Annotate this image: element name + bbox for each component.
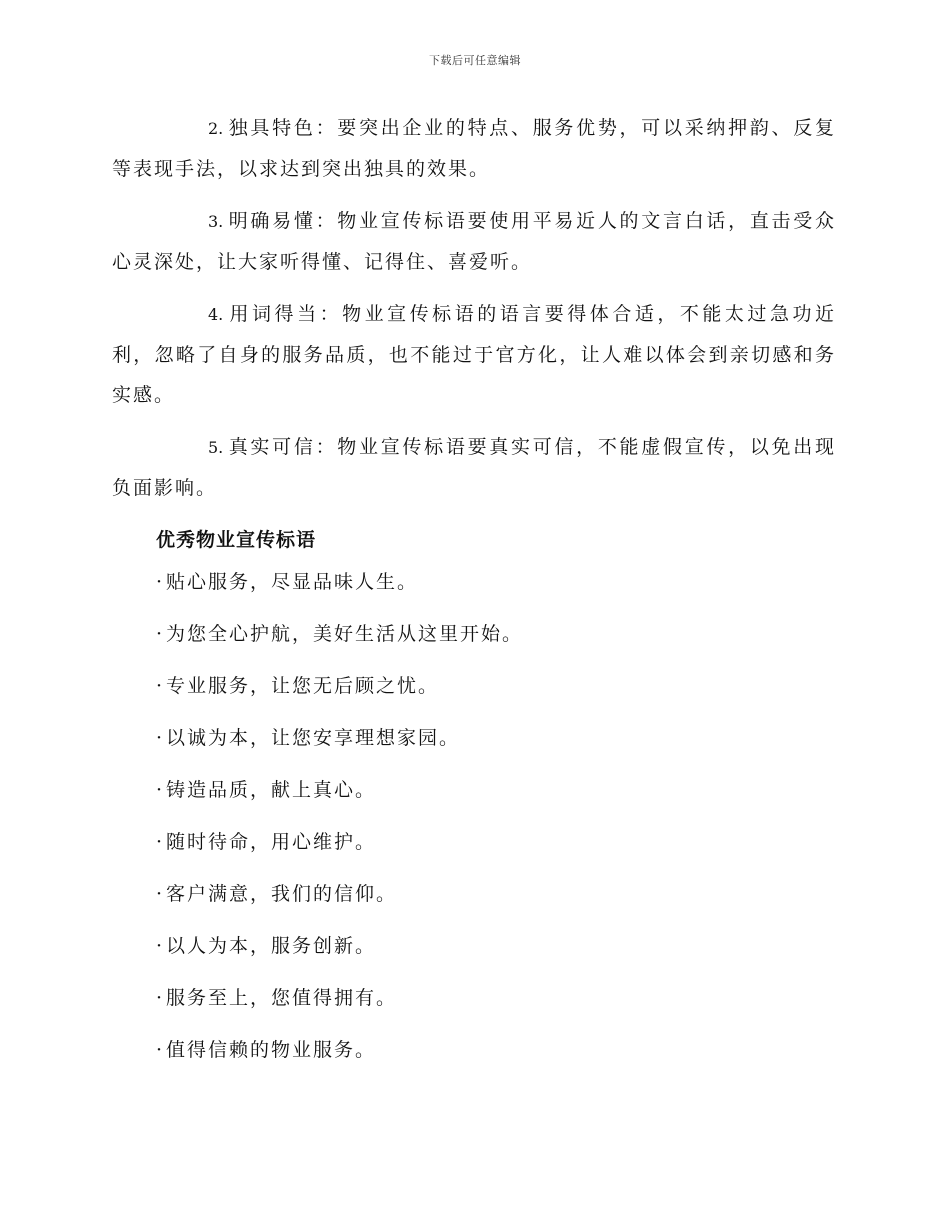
list-item <box>156 880 836 908</box>
paragraph-item <box>112 201 836 282</box>
list-item <box>156 984 836 1012</box>
list-item <box>156 1036 836 1064</box>
paragraph-text: 用词得当：物业宣传标语的语言要得体合适，不能太过急功近利，忽略了自身的服务品质，也不能过于官方化，让人难以体会到亲切感和务实感。 <box>112 303 836 406</box>
slogan-text: 为您全心护航，美好生活从这里开始。 <box>166 623 524 645</box>
list-item <box>156 828 836 856</box>
slogan-text: 随时待命，用心维护。 <box>166 831 377 853</box>
paragraph-number: 2. <box>208 119 224 138</box>
paragraph-text: 独具特色：要突出企业的特点、服务优势，可以采纳押韵、反复等表现手法，以求达到突出独具的效果。 <box>112 117 836 180</box>
paragraph-text: 明确易懂：物业宣传标语要使用平易近人的文言白话，直击受众心灵深处，让大家听得懂、记得住、喜爱听。 <box>112 210 836 273</box>
paragraph-item <box>112 108 836 189</box>
bullet-icon: · <box>156 831 163 853</box>
bullet-icon: · <box>156 727 163 749</box>
bullet-icon: · <box>156 779 163 801</box>
bullet-icon: · <box>156 675 163 697</box>
bullet-icon: · <box>156 1039 163 1061</box>
paragraph-number: 5. <box>208 438 224 457</box>
bullet-icon: · <box>156 571 163 593</box>
list-item <box>156 568 836 596</box>
bullet-icon: · <box>156 935 163 957</box>
document-body <box>112 108 836 1088</box>
page-header: 下载后可任意编辑 <box>429 54 521 67</box>
slogan-text: 铸造品质，献上真心。 <box>166 779 377 801</box>
slogan-text: 客户满意，我们的信仰。 <box>166 883 398 905</box>
list-item <box>156 620 836 648</box>
slogan-list <box>112 568 836 1064</box>
paragraph-item <box>112 294 836 415</box>
slogan-text: 服务至上，您值得拥有。 <box>166 987 398 1009</box>
slogan-text: 值得信赖的物业服务。 <box>166 1039 377 1061</box>
section-heading: 优秀物业宣传标语 <box>156 529 317 551</box>
paragraph-number: 4. <box>208 305 224 324</box>
list-item <box>156 776 836 804</box>
bullet-icon: · <box>156 987 163 1009</box>
paragraph-number: 3. <box>208 212 224 231</box>
paragraph-text: 真实可信：物业宣传标语要真实可信，不能虚假宣传，以免出现负面影响。 <box>112 436 836 499</box>
list-item <box>156 932 836 960</box>
paragraph-item <box>112 427 836 508</box>
slogan-text: 贴心服务，尽显品味人生。 <box>166 571 419 593</box>
list-item <box>156 672 836 700</box>
bullet-icon: · <box>156 883 163 905</box>
slogan-text: 以人为本，服务创新。 <box>166 935 377 957</box>
bullet-icon: · <box>156 623 163 645</box>
slogan-text: 专业服务，让您无后顾之忧。 <box>166 675 440 697</box>
slogan-text: 以诚为本，让您安享理想家园。 <box>166 727 461 749</box>
list-item <box>156 724 836 752</box>
